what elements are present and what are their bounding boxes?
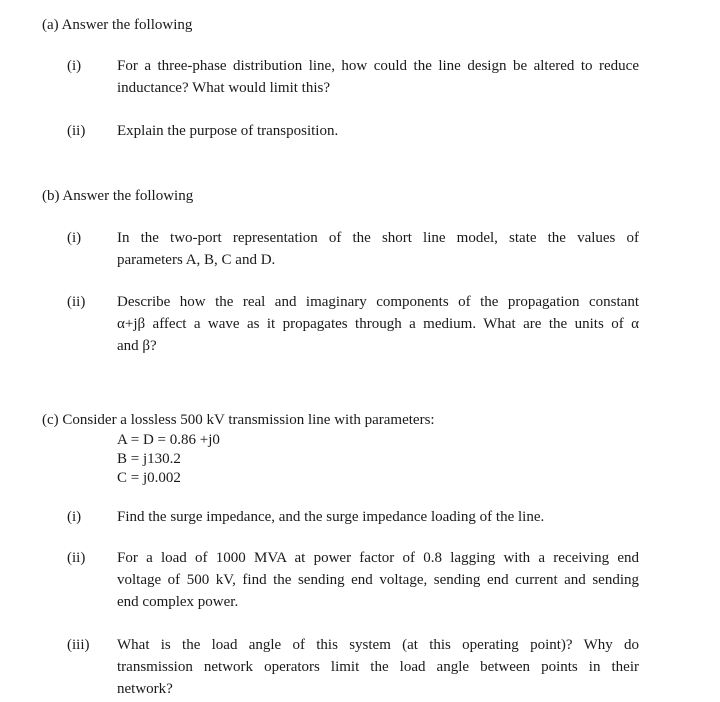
param-c: C = j0.002 [117,470,181,486]
part-b-item-2-number: (ii) [67,294,86,310]
part-a-item-1-text [117,55,639,99]
text-line: Describe how the real and imaginary components of the propagation constant [117,294,639,310]
part-c-item-3-number: (iii) [67,637,90,653]
text-line: transmission network operators limit the load angle between points in their [117,659,639,675]
part-b-item-2-text [117,291,639,357]
part-c-item-1-number: (i) [67,509,82,525]
part-b-heading: (b) Answer the following [42,188,194,204]
part-a-item-1-number: (i) [67,58,82,74]
text-line: For a three-phase distribution line, how could the line design be altered to reduce [117,58,639,74]
param-b: B = j130.2 [117,451,181,467]
text-line: parameters A, B, C and D. [117,252,276,268]
text-line: What is the load angle of this system (at this operating point)? Why do [117,637,639,653]
part-b-item-1-text [117,227,639,271]
text-line: For a load of 1000 MVA at power factor of 0.8 lagging with a receiving end [117,550,639,566]
text-line: In the two-port representation of the short line model, state the values of [117,230,639,246]
text-line: end complex power. [117,594,239,610]
text-line: voltage of 500 kV, find the sending end voltage, sending end current and sending [117,572,639,588]
text-line: inductance? What would limit this? [117,80,331,96]
part-c-item-2-number: (ii) [67,550,86,566]
text-line: and β? [117,338,157,354]
part-b-item-1-number: (i) [67,230,82,246]
text-line: α+jβ affect a wave as it propagates through a medium. What are the units of α [117,316,639,332]
part-c-item-3-text [117,634,639,700]
part-a-item-2-number: (ii) [67,123,86,139]
part-c-heading: (c) Consider a lossless 500 kV transmission line with parameters: [42,412,435,428]
part-c-item-2-text [117,547,639,613]
text-line: network? [117,681,173,697]
part-a-item-2-text: Explain the purpose of transposition. [117,123,339,139]
part-c-item-1-text: Find the surge impedance, and the surge impedance loading of the line. [117,509,545,525]
part-a-heading: (a) Answer the following [42,17,193,33]
param-a-d: A = D = 0.86 +j0 [117,432,220,448]
